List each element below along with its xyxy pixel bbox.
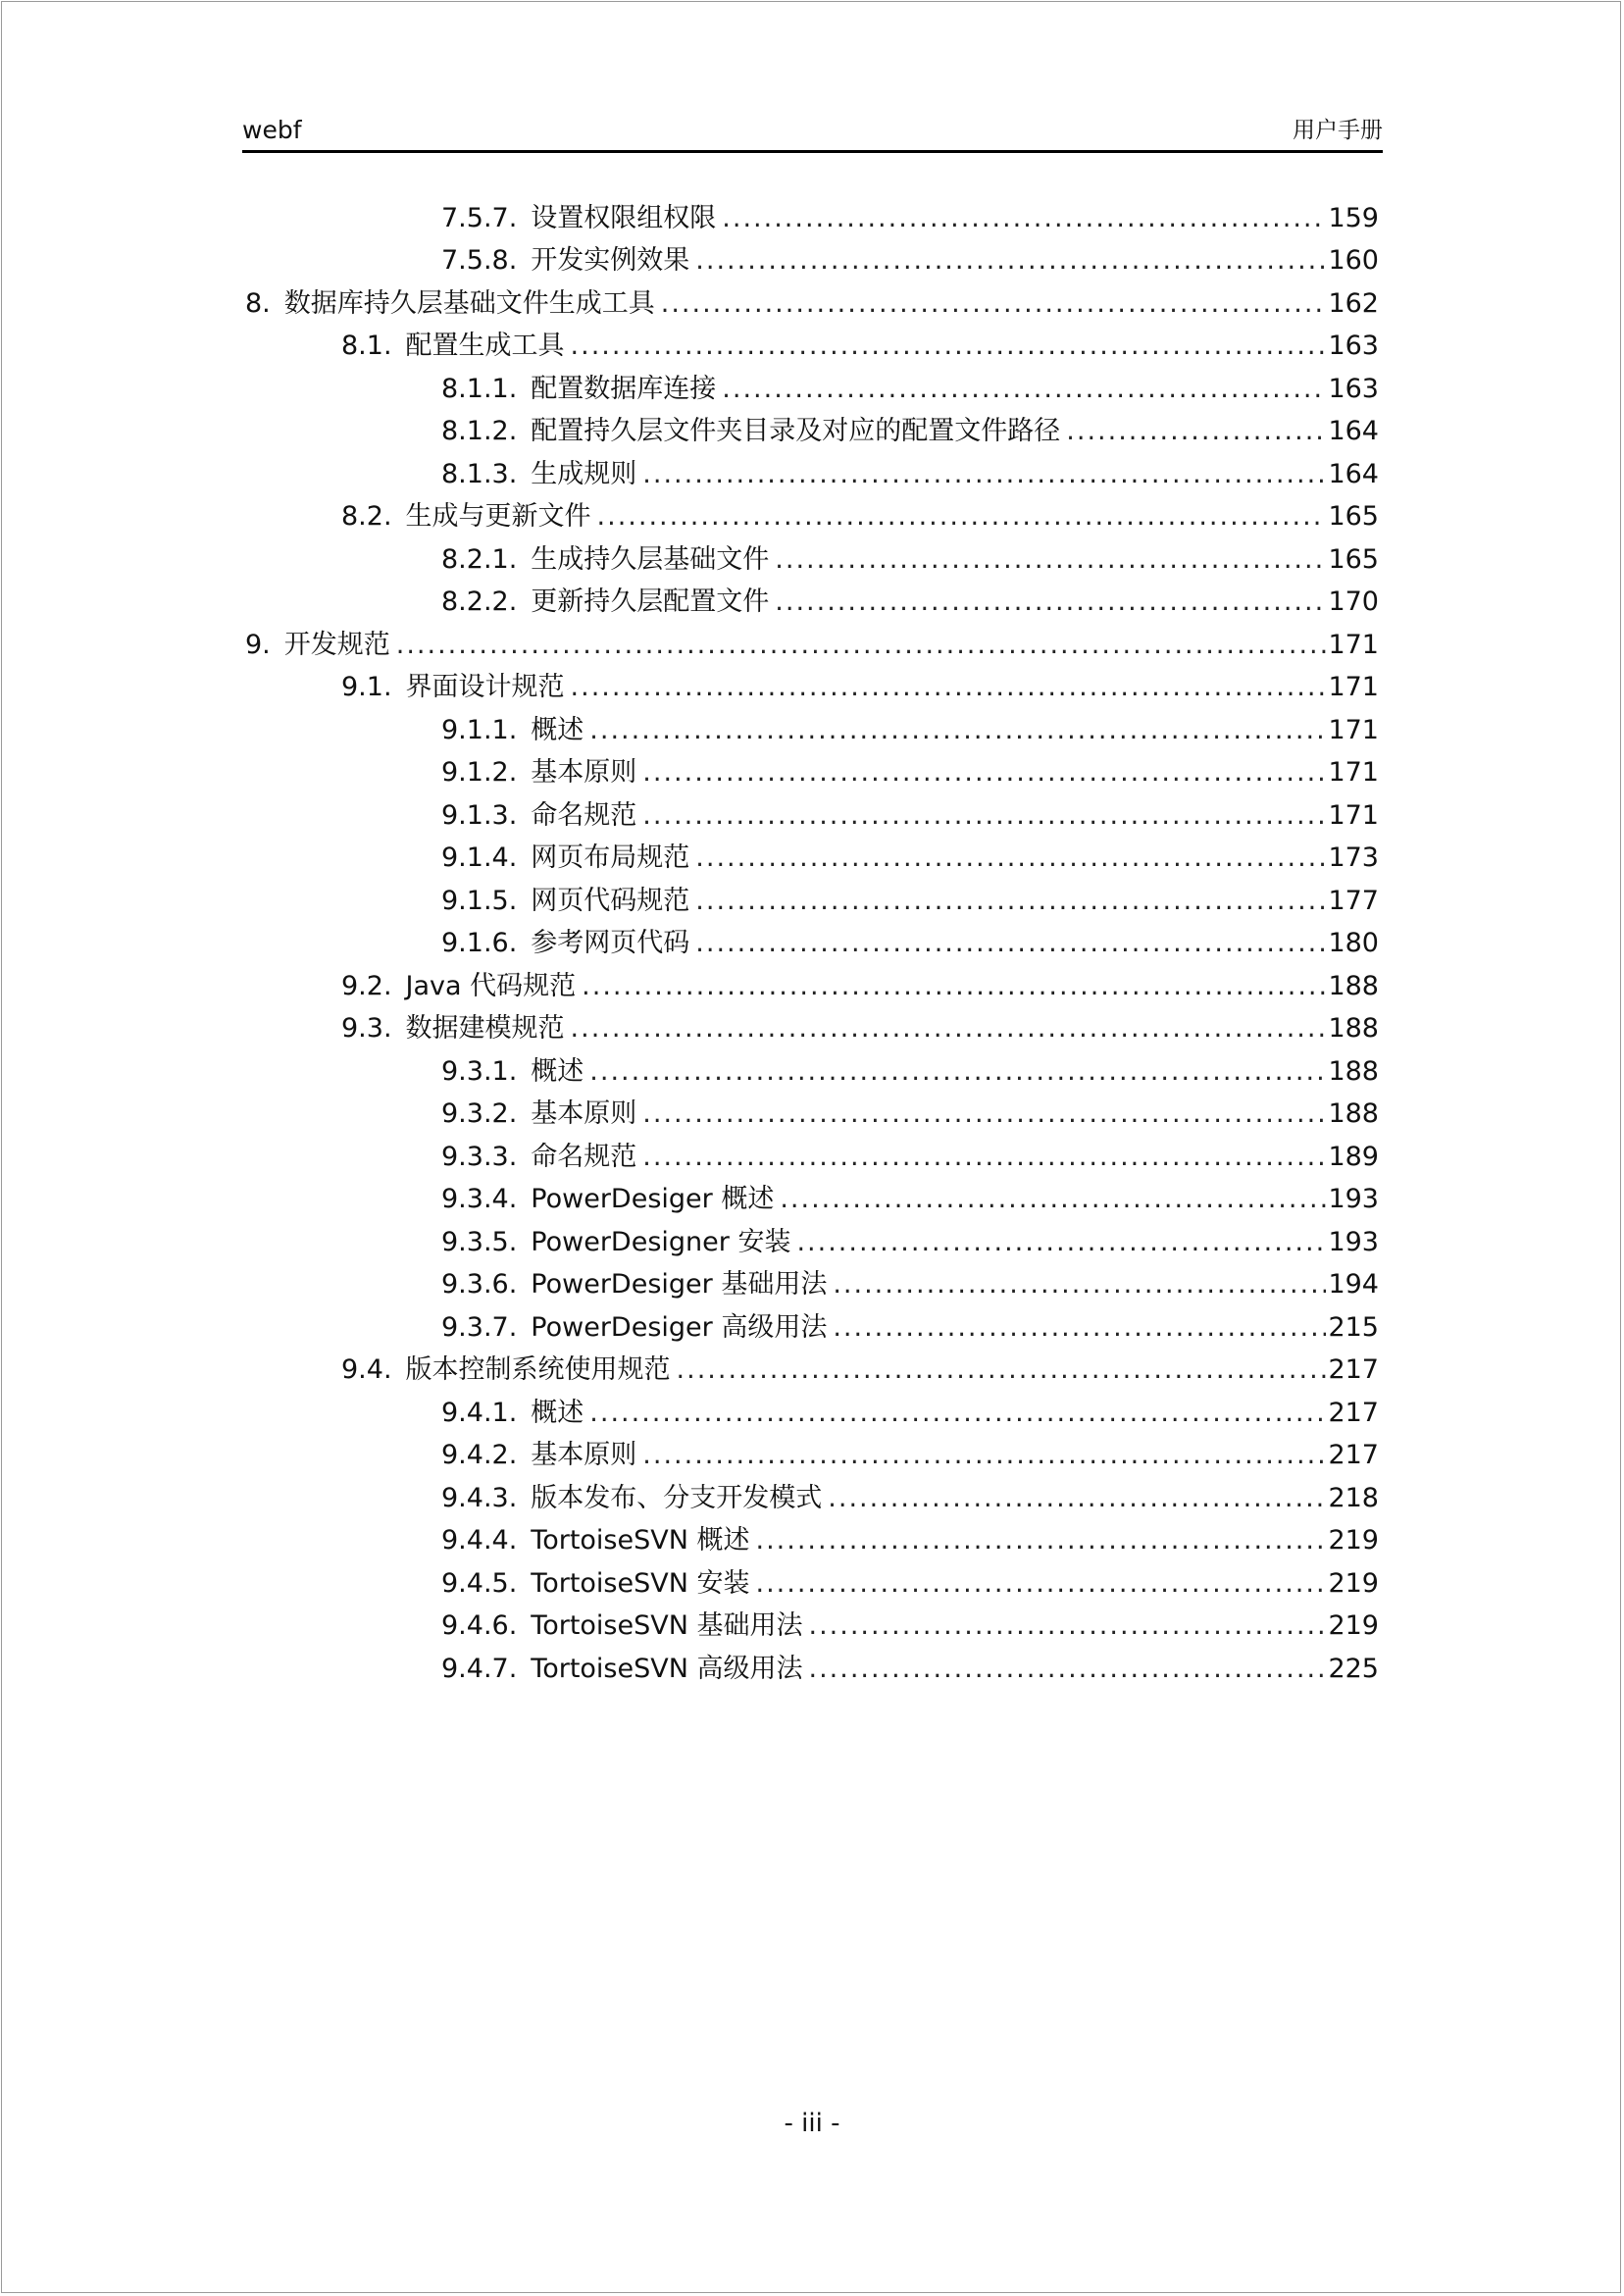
toc-entry-page: 217 bbox=[1328, 1440, 1379, 1470]
toc-entry-title: 界面设计规范 bbox=[405, 672, 565, 702]
toc-entry-title: 配置生成工具 bbox=[405, 331, 565, 361]
toc-entry-page: 163 bbox=[1328, 331, 1379, 361]
toc-entry-title: TortoiseSVN 高级用法 bbox=[531, 1653, 803, 1684]
toc-entry-page: 180 bbox=[1328, 928, 1379, 958]
toc-entry-title: 更新持久层配置文件 bbox=[531, 587, 770, 617]
toc-entry[interactable] bbox=[441, 1648, 1379, 1691]
toc-dot-leader bbox=[1066, 410, 1326, 453]
toc-entry-number: 9. bbox=[245, 629, 271, 660]
toc-entry-number: 9.3.5. bbox=[441, 1226, 518, 1257]
toc-entry-number: 8.2.2. bbox=[441, 587, 518, 617]
toc-entry-page: 171 bbox=[1328, 629, 1379, 660]
toc-entry[interactable] bbox=[441, 1050, 1379, 1094]
toc-entry-number: 9.1. bbox=[341, 672, 392, 702]
toc-entry-number: 9.3.2. bbox=[441, 1098, 518, 1129]
toc-entry-page: 188 bbox=[1328, 1098, 1379, 1129]
toc-entry-number: 8.2. bbox=[341, 501, 392, 532]
toc-entry-title: 开发实例效果 bbox=[531, 245, 690, 276]
toc-entry-page: 188 bbox=[1328, 1013, 1379, 1044]
toc-entry[interactable] bbox=[441, 1263, 1379, 1306]
toc-dot-leader bbox=[695, 837, 1326, 880]
toc-entry[interactable] bbox=[441, 794, 1379, 838]
toc-entry[interactable] bbox=[441, 1562, 1379, 1606]
toc-entry-title: 数据库持久层基础文件生成工具 bbox=[283, 287, 655, 319]
toc-entry-title: 命名规范 bbox=[531, 799, 637, 831]
toc-entry-title: 命名规范 bbox=[531, 1141, 637, 1172]
toc-entry-title: 基本原则 bbox=[531, 1098, 637, 1129]
toc-entry-title: 配置持久层文件夹目录及对应的配置文件路径 bbox=[531, 416, 1061, 446]
toc-dot-leader bbox=[571, 325, 1327, 368]
toc-entry-number: 9.3.7. bbox=[441, 1311, 518, 1343]
toc-dot-leader bbox=[597, 495, 1327, 538]
toc-entry-title: PowerDesiger 概述 bbox=[531, 1184, 775, 1214]
toc-entry[interactable] bbox=[441, 1221, 1379, 1264]
toc-entry-title: 开发规范 bbox=[283, 629, 390, 660]
toc-entry-title: 数据建模规范 bbox=[405, 1013, 565, 1044]
toc-entry-number: 9.1.6. bbox=[441, 928, 518, 958]
toc-entry-number: 9.1.4. bbox=[441, 842, 518, 873]
toc-entry-number: 8.1.1. bbox=[441, 373, 518, 404]
toc-entry-page: 171 bbox=[1328, 714, 1379, 745]
toc-entry-number: 9.3.3. bbox=[441, 1141, 518, 1172]
toc-entry-page: 164 bbox=[1328, 416, 1379, 446]
toc-dot-leader bbox=[677, 1349, 1327, 1392]
toc-entry[interactable] bbox=[441, 197, 1379, 240]
page-number: - iii - bbox=[784, 2109, 840, 2138]
toc-dot-leader bbox=[828, 1477, 1326, 1520]
toc-dot-leader bbox=[642, 1434, 1326, 1477]
toc-entry-number: 9.4.7. bbox=[441, 1653, 518, 1684]
toc-entry-number: 8.1. bbox=[341, 331, 392, 361]
toc-entry-page: 177 bbox=[1328, 885, 1379, 916]
toc-entry-number: 7.5.7. bbox=[441, 202, 518, 233]
toc-entry-title: PowerDesiger 基础用法 bbox=[531, 1269, 828, 1300]
toc-entry-page: 194 bbox=[1328, 1269, 1379, 1300]
toc-entry-title: TortoiseSVN 概述 bbox=[531, 1525, 750, 1556]
toc-entry[interactable] bbox=[441, 368, 1379, 411]
toc-entry-page: 217 bbox=[1328, 1397, 1379, 1428]
toc-dot-leader bbox=[722, 368, 1326, 411]
toc-entry-page: 218 bbox=[1328, 1482, 1379, 1513]
toc-entry-title: PowerDesiger 高级用法 bbox=[531, 1311, 828, 1343]
toc-entry-title: 生成规则 bbox=[531, 458, 637, 489]
toc-entry-page: 189 bbox=[1328, 1141, 1379, 1172]
toc-entry-page: 171 bbox=[1328, 799, 1379, 831]
toc-dot-leader bbox=[722, 197, 1326, 240]
toc-entry[interactable] bbox=[441, 751, 1379, 794]
toc-entry[interactable] bbox=[341, 1349, 1379, 1392]
toc-dot-leader bbox=[775, 581, 1326, 624]
toc-entry[interactable] bbox=[441, 1136, 1379, 1179]
toc-entry-title: 生成与更新文件 bbox=[405, 501, 591, 532]
toc-entry-title: Java 代码规范 bbox=[405, 970, 577, 1001]
toc-entry-title: 概述 bbox=[531, 1055, 584, 1087]
toc-entry[interactable] bbox=[441, 1477, 1379, 1520]
toc-dot-leader bbox=[695, 239, 1326, 282]
toc-entry-number: 8.1.3. bbox=[441, 458, 518, 489]
toc-dot-leader bbox=[695, 922, 1326, 965]
toc-entry-title: 网页布局规范 bbox=[531, 842, 690, 873]
toc-entry-page: 219 bbox=[1328, 1610, 1379, 1641]
toc-entry[interactable] bbox=[441, 1605, 1379, 1648]
toc-entry-title: 版本控制系统使用规范 bbox=[405, 1354, 671, 1385]
table-of-contents bbox=[0, 197, 1624, 1691]
toc-entry-page: 188 bbox=[1328, 1055, 1379, 1087]
toc-entry-number: 8.2.1. bbox=[441, 543, 518, 575]
toc-dot-leader bbox=[809, 1605, 1327, 1648]
toc-entry-number: 9.4.4. bbox=[441, 1525, 518, 1556]
toc-entry[interactable] bbox=[341, 495, 1379, 538]
toc-entry-number: 9.2. bbox=[341, 970, 392, 1001]
toc-entry-page: 217 bbox=[1328, 1354, 1379, 1385]
toc-entry-title: 设置权限组权限 bbox=[531, 202, 717, 233]
toc-entry-number: 9.4.1. bbox=[441, 1397, 518, 1428]
toc-entry[interactable] bbox=[341, 666, 1379, 709]
toc-entry-number: 9.4. bbox=[341, 1354, 392, 1385]
toc-dot-leader bbox=[833, 1263, 1326, 1306]
toc-entry-title: TortoiseSVN 基础用法 bbox=[531, 1610, 803, 1641]
toc-entry-page: 171 bbox=[1328, 757, 1379, 788]
toc-entry-number: 7.5.8. bbox=[441, 245, 518, 276]
toc-dot-leader bbox=[589, 709, 1326, 752]
toc-entry-page: 188 bbox=[1328, 970, 1379, 1001]
toc-entry-page: 215 bbox=[1328, 1311, 1379, 1343]
toc-dot-leader bbox=[571, 666, 1327, 709]
toc-entry-page: 165 bbox=[1328, 543, 1379, 575]
toc-entry-number: 9.3.1. bbox=[441, 1055, 518, 1087]
toc-entry[interactable] bbox=[441, 581, 1379, 624]
toc-entry-number: 9.3. bbox=[341, 1013, 392, 1044]
toc-dot-leader bbox=[809, 1648, 1327, 1691]
toc-entry-number: 9.1.5. bbox=[441, 885, 518, 916]
toc-entry-title: 概述 bbox=[531, 714, 584, 745]
toc-entry-page: 170 bbox=[1328, 587, 1379, 617]
toc-entry[interactable] bbox=[245, 624, 1379, 667]
toc-entry-page: 193 bbox=[1328, 1184, 1379, 1214]
toc-entry-page: 171 bbox=[1328, 672, 1379, 702]
toc-entry-page: 219 bbox=[1328, 1525, 1379, 1556]
toc-entry[interactable] bbox=[441, 410, 1379, 453]
toc-entry-title: 基本原则 bbox=[531, 1440, 637, 1470]
toc-dot-leader bbox=[642, 1136, 1326, 1179]
toc-entry-page: 165 bbox=[1328, 501, 1379, 532]
toc-dot-leader bbox=[780, 1178, 1326, 1221]
toc-entry[interactable] bbox=[441, 1093, 1379, 1136]
toc-entry[interactable] bbox=[341, 325, 1379, 368]
toc-dot-leader bbox=[589, 1392, 1326, 1435]
toc-entry-number: 9.3.4. bbox=[441, 1184, 518, 1214]
toc-entry-title: 配置数据库连接 bbox=[531, 373, 717, 404]
toc-entry[interactable] bbox=[441, 239, 1379, 282]
toc-dot-leader bbox=[642, 1093, 1326, 1136]
toc-entry-page: 225 bbox=[1328, 1653, 1379, 1684]
toc-entry-page: 193 bbox=[1328, 1226, 1379, 1257]
toc-entry[interactable] bbox=[441, 538, 1379, 582]
toc-entry-number: 9.1.1. bbox=[441, 714, 518, 745]
toc-dot-leader bbox=[796, 1221, 1326, 1264]
toc-entry-page: 160 bbox=[1328, 245, 1379, 276]
toc-entry[interactable] bbox=[341, 965, 1379, 1008]
toc-dot-leader bbox=[756, 1562, 1327, 1606]
toc-dot-leader bbox=[642, 794, 1326, 838]
toc-entry-page: 219 bbox=[1328, 1567, 1379, 1599]
header-document-type: 用户手册 bbox=[1293, 118, 1383, 143]
toc-entry-title: 版本发布、分支开发模式 bbox=[531, 1482, 823, 1513]
toc-entry[interactable] bbox=[441, 453, 1379, 496]
toc-entry-number: 8.1.2. bbox=[441, 416, 518, 446]
toc-entry-page: 164 bbox=[1328, 458, 1379, 489]
page-footer bbox=[0, 2109, 1624, 2138]
toc-entry-title: TortoiseSVN 安装 bbox=[531, 1567, 750, 1599]
toc-dot-leader bbox=[642, 453, 1326, 496]
toc-entry[interactable] bbox=[441, 837, 1379, 880]
toc-dot-leader bbox=[661, 282, 1327, 326]
toc-entry[interactable] bbox=[441, 1392, 1379, 1435]
toc-dot-leader bbox=[396, 624, 1327, 667]
toc-dot-leader bbox=[642, 751, 1326, 794]
toc-entry-title: 网页代码规范 bbox=[531, 885, 690, 916]
page-header bbox=[242, 111, 1383, 153]
toc-dot-leader bbox=[589, 1050, 1326, 1094]
toc-entry[interactable] bbox=[441, 709, 1379, 752]
toc-entry-number: 9.4.3. bbox=[441, 1482, 518, 1513]
toc-entry-title: 参考网页代码 bbox=[531, 928, 690, 958]
toc-entry-number: 9.1.3. bbox=[441, 799, 518, 831]
toc-entry[interactable] bbox=[441, 880, 1379, 923]
toc-entry-page: 159 bbox=[1328, 202, 1379, 233]
toc-entry[interactable] bbox=[441, 1434, 1379, 1477]
toc-entry-page: 173 bbox=[1328, 842, 1379, 873]
toc-entry[interactable] bbox=[441, 922, 1379, 965]
toc-entry-title: 概述 bbox=[531, 1397, 584, 1428]
toc-entry-number: 9.1.2. bbox=[441, 757, 518, 788]
toc-entry-title: 生成持久层基础文件 bbox=[531, 543, 770, 575]
toc-entry[interactable] bbox=[441, 1519, 1379, 1562]
toc-entry[interactable] bbox=[341, 1007, 1379, 1050]
toc-dot-leader bbox=[775, 538, 1326, 582]
toc-dot-leader bbox=[582, 965, 1326, 1008]
toc-entry-number: 9.4.5. bbox=[441, 1567, 518, 1599]
toc-entry-number: 9.3.6. bbox=[441, 1269, 518, 1300]
toc-entry[interactable] bbox=[245, 282, 1379, 326]
toc-entry-number: 9.4.2. bbox=[441, 1440, 518, 1470]
toc-entry-title: PowerDesigner 安装 bbox=[531, 1226, 791, 1257]
toc-entry-number: 8. bbox=[245, 287, 271, 319]
toc-entry[interactable] bbox=[441, 1306, 1379, 1350]
toc-entry[interactable] bbox=[441, 1178, 1379, 1221]
toc-dot-leader bbox=[695, 880, 1326, 923]
toc-dot-leader bbox=[833, 1306, 1326, 1350]
toc-entry-number: 9.4.6. bbox=[441, 1610, 518, 1641]
toc-entry-page: 162 bbox=[1328, 287, 1379, 319]
toc-dot-leader bbox=[756, 1519, 1327, 1562]
toc-entry-page: 163 bbox=[1328, 373, 1379, 404]
toc-dot-leader bbox=[571, 1007, 1327, 1050]
header-document-name: webf bbox=[242, 116, 302, 144]
toc-entry-title: 基本原则 bbox=[531, 757, 637, 788]
